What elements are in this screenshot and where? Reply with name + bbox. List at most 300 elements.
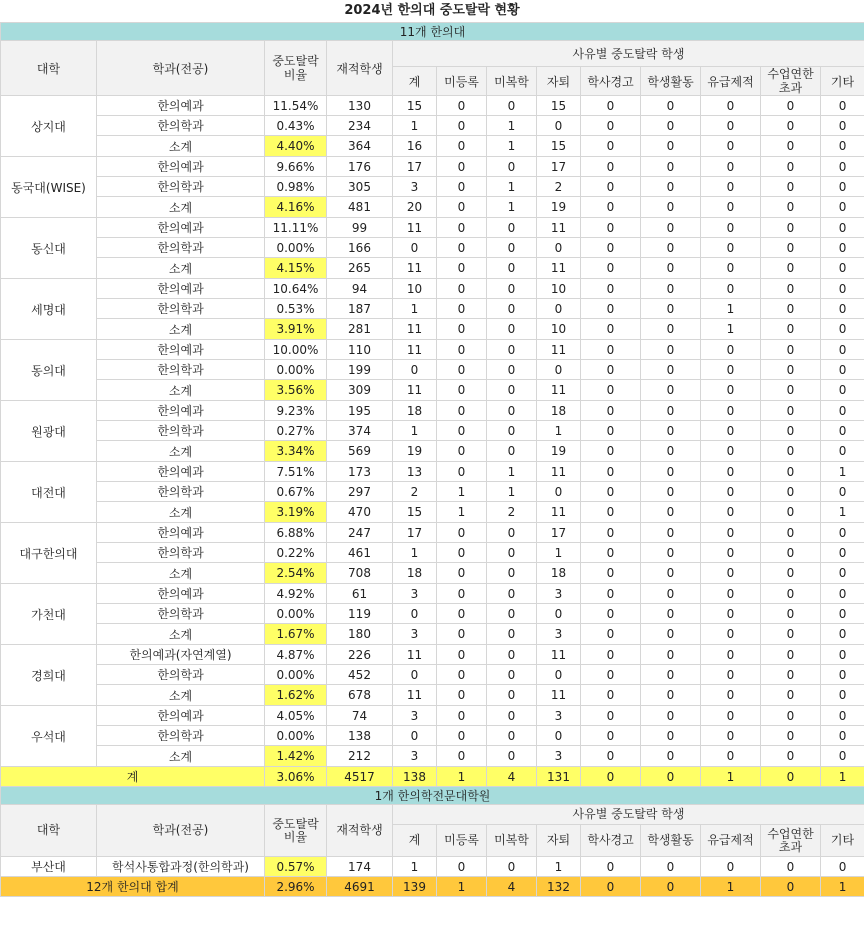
value-cell: 173 xyxy=(327,462,393,482)
value-cell: 0 xyxy=(437,604,487,624)
rate-cell: 2.54% xyxy=(265,563,327,584)
dept-name: 한의예과 xyxy=(97,523,265,543)
value-cell: 0 xyxy=(821,563,864,584)
value-cell: 17 xyxy=(537,157,581,177)
value-cell: 0 xyxy=(641,685,701,706)
value-cell: 0 xyxy=(641,726,701,746)
univ-name: 세명대 xyxy=(1,279,97,340)
value-cell: 0 xyxy=(437,177,487,197)
value-cell: 0 xyxy=(641,116,701,136)
value-cell: 15 xyxy=(537,136,581,157)
value-cell: 0 xyxy=(761,116,821,136)
value-cell: 569 xyxy=(327,441,393,462)
value-cell: 13 xyxy=(393,462,437,482)
univ-name: 원광대 xyxy=(1,401,97,462)
value-cell: 1 xyxy=(437,502,487,523)
value-cell: 11 xyxy=(537,340,581,360)
header-not-returned: 미복학 xyxy=(487,67,537,96)
value-cell: 0 xyxy=(641,706,701,726)
header-reasons: 사유별 중도탈락 학생 xyxy=(393,41,864,67)
univ-name: 대전대 xyxy=(1,462,97,523)
value-cell: 265 xyxy=(327,258,393,279)
rate-cell: 4.15% xyxy=(265,258,327,279)
dept-name: 소계 xyxy=(97,380,265,401)
value-cell: 0 xyxy=(581,584,641,604)
value-cell: 1 xyxy=(821,462,864,482)
value-cell: 18 xyxy=(537,563,581,584)
value-cell: 0 xyxy=(701,502,761,523)
dept-name: 한의예과(자연계열) xyxy=(97,645,265,665)
value-cell: 0 xyxy=(581,482,641,502)
dept-name: 소계 xyxy=(97,563,265,584)
value-cell: 0 xyxy=(581,563,641,584)
value-cell: 452 xyxy=(327,665,393,685)
value-cell: 0 xyxy=(581,543,641,563)
rate-cell: 6.88% xyxy=(265,523,327,543)
value-cell: 0 xyxy=(487,624,537,645)
rate-cell: 0.53% xyxy=(265,299,327,319)
value-cell: 15 xyxy=(393,502,437,523)
grand-total-cell: 0 xyxy=(641,877,701,897)
value-cell: 0 xyxy=(701,116,761,136)
value-cell: 0 xyxy=(581,218,641,238)
value-cell: 0 xyxy=(701,746,761,767)
dept-name: 한의예과 xyxy=(97,279,265,299)
value-cell: 0 xyxy=(437,746,487,767)
value-cell: 11 xyxy=(393,685,437,706)
value-cell: 0 xyxy=(581,136,641,157)
value-cell: 11 xyxy=(537,462,581,482)
dept-row xyxy=(1,157,864,177)
value-cell: 0 xyxy=(487,96,537,116)
section-band-grad: 1개 한의학전문대학원 xyxy=(1,787,864,805)
total-cell: 0 xyxy=(761,767,821,787)
dept-name: 한의학과 xyxy=(97,726,265,746)
value-cell: 0 xyxy=(487,563,537,584)
value-cell: 0 xyxy=(761,279,821,299)
value-cell: 110 xyxy=(327,340,393,360)
value-cell: 0 xyxy=(701,238,761,258)
value-cell: 0 xyxy=(701,523,761,543)
dept-row xyxy=(1,96,864,116)
subtotal-row xyxy=(1,197,864,218)
value-cell: 309 xyxy=(327,380,393,401)
subtotal-row xyxy=(1,380,864,401)
dept-name: 소계 xyxy=(97,319,265,340)
value-cell: 0 xyxy=(437,299,487,319)
value-cell: 0 xyxy=(437,543,487,563)
dept-name: 소계 xyxy=(97,258,265,279)
value-cell: 18 xyxy=(393,563,437,584)
header-student-activity: 학생활동 xyxy=(641,67,701,96)
value-cell: 0 xyxy=(821,116,864,136)
value-cell: 3 xyxy=(537,584,581,604)
value-cell: 187 xyxy=(327,299,393,319)
value-cell: 0 xyxy=(761,624,821,645)
dept-row xyxy=(1,116,864,136)
value-cell: 0 xyxy=(641,665,701,685)
header2-overdue xyxy=(761,825,821,857)
value-cell: 0 xyxy=(641,136,701,157)
grand-total-cell: 0 xyxy=(761,877,821,897)
value-cell: 0 xyxy=(487,319,537,340)
section-band-11: 11개 한의대 xyxy=(1,23,864,41)
value-cell: 0 xyxy=(821,136,864,157)
value-cell: 0 xyxy=(761,340,821,360)
value-cell: 0 xyxy=(393,665,437,685)
value-cell: 0 xyxy=(821,604,864,624)
value-cell: 0 xyxy=(641,380,701,401)
value-cell: 0 xyxy=(761,462,821,482)
value-cell: 119 xyxy=(327,604,393,624)
rate-cell: 4.40% xyxy=(265,136,327,157)
value-cell: 297 xyxy=(327,482,393,502)
value-cell: 0 xyxy=(581,726,641,746)
dept-name: 한의예과 xyxy=(97,462,265,482)
value-cell: 0 xyxy=(701,136,761,157)
subtotal-row xyxy=(1,441,864,462)
value-cell: 0 xyxy=(821,238,864,258)
value-cell: 11 xyxy=(537,645,581,665)
value-cell: 0 xyxy=(581,360,641,380)
header2-academic-warning: 학사경고 xyxy=(581,825,641,857)
value-cell: 0 xyxy=(537,299,581,319)
subtotal-row xyxy=(1,136,864,157)
value-cell: 0 xyxy=(821,726,864,746)
value-cell: 0 xyxy=(821,96,864,116)
value-cell: 0 xyxy=(821,523,864,543)
value-cell: 0 xyxy=(581,604,641,624)
dept-row xyxy=(1,523,864,543)
value-cell: 0 xyxy=(581,401,641,421)
header2-student-activity: 학생활동 xyxy=(641,825,701,857)
value-cell: 0 xyxy=(641,157,701,177)
univ-name: 동의대 xyxy=(1,340,97,401)
value-cell: 0 xyxy=(821,441,864,462)
dept-row xyxy=(1,604,864,624)
value-cell: 1 xyxy=(487,136,537,157)
dept-name: 한의예과 xyxy=(97,340,265,360)
value-cell: 15 xyxy=(537,96,581,116)
header2-total: 계 xyxy=(393,825,437,857)
rate-cell: 0.98% xyxy=(265,177,327,197)
univ-name: 동신대 xyxy=(1,218,97,279)
rate-cell: 11.54% xyxy=(265,96,327,116)
subtotal-row xyxy=(1,685,864,706)
value-cell: 138 xyxy=(327,726,393,746)
grand-total-cell: 1 xyxy=(821,877,864,897)
value-cell: 0 xyxy=(437,197,487,218)
value-cell: 0 xyxy=(487,299,537,319)
value-cell: 0 xyxy=(821,543,864,563)
dept-row xyxy=(1,665,864,685)
value-cell: 11 xyxy=(393,645,437,665)
value-cell: 0 xyxy=(581,116,641,136)
value-cell: 0 xyxy=(641,258,701,279)
value-cell: 99 xyxy=(327,218,393,238)
value-cell: 3 xyxy=(393,177,437,197)
total-cell: 1 xyxy=(821,767,864,787)
header-unregistered: 미등록 xyxy=(437,67,487,96)
value-cell: 0 xyxy=(581,177,641,197)
dept-name: 소계 xyxy=(97,624,265,645)
dept-name: 한의학과 xyxy=(97,665,265,685)
dept-row xyxy=(1,645,864,665)
header-overdue-line2: 초과 xyxy=(778,81,803,95)
value-cell: 0 xyxy=(487,726,537,746)
value-cell: 0 xyxy=(641,624,701,645)
rate-cell: 3.56% xyxy=(265,380,327,401)
value-cell: 10 xyxy=(393,279,437,299)
value-cell: 0 xyxy=(821,706,864,726)
value-cell: 0 xyxy=(701,604,761,624)
dept-name: 한의학과 xyxy=(97,482,265,502)
value-cell: 0 xyxy=(641,177,701,197)
value-cell: 0 xyxy=(581,665,641,685)
value-cell: 17 xyxy=(537,523,581,543)
value-cell: 199 xyxy=(327,360,393,380)
value-cell: 0 xyxy=(821,157,864,177)
dept-row xyxy=(1,482,864,502)
value-cell: 0 xyxy=(821,319,864,340)
value-cell: 0 xyxy=(581,197,641,218)
value-cell: 0 xyxy=(437,360,487,380)
value-cell: 11 xyxy=(537,258,581,279)
value-cell: 166 xyxy=(327,238,393,258)
header2-enrolled: 재적학생 xyxy=(327,805,393,857)
value-cell: 0 xyxy=(437,279,487,299)
value-cell: 1 xyxy=(537,421,581,441)
dept-row xyxy=(1,584,864,604)
value-cell: 0 xyxy=(581,380,641,401)
subtotal-row xyxy=(1,319,864,340)
value-cell: 0 xyxy=(821,279,864,299)
value-cell: 0 xyxy=(821,177,864,197)
value-cell: 0 xyxy=(581,340,641,360)
header-enrolled: 재적학생 xyxy=(327,41,393,96)
rate-cell: 0.43% xyxy=(265,116,327,136)
value-cell: 0 xyxy=(821,624,864,645)
grand-total-label: 12개 한의대 합계 xyxy=(1,877,265,897)
value-cell: 0 xyxy=(487,340,537,360)
value-cell: 0 xyxy=(701,543,761,563)
dept-name: 한의예과 xyxy=(97,706,265,726)
value-cell: 1 xyxy=(393,421,437,441)
value-cell: 0 xyxy=(701,645,761,665)
rate-cell: 10.00% xyxy=(265,340,327,360)
value-cell: 0 xyxy=(701,563,761,584)
value-cell: 0 xyxy=(641,360,701,380)
dept-row xyxy=(1,726,864,746)
value-cell: 1 xyxy=(393,299,437,319)
value-cell: 1 xyxy=(701,319,761,340)
value-cell: 1 xyxy=(487,462,537,482)
value-cell: 18 xyxy=(537,401,581,421)
value-cell: 0 xyxy=(437,157,487,177)
value-cell: 0 xyxy=(701,157,761,177)
value-cell: 176 xyxy=(327,157,393,177)
value-cell: 0 xyxy=(537,482,581,502)
value-cell: 0 xyxy=(487,645,537,665)
value-cell: 0 xyxy=(641,319,701,340)
dept-name: 소계 xyxy=(97,746,265,767)
value-cell: 0 xyxy=(581,462,641,482)
value-cell: 0 xyxy=(701,624,761,645)
value-cell: 0 xyxy=(393,360,437,380)
univ-name: 대구한의대 xyxy=(1,523,97,584)
value-cell: 0 xyxy=(761,177,821,197)
value-cell: 0 xyxy=(641,401,701,421)
grand-total-cell: 2.96% xyxy=(265,877,327,897)
value-cell: 0 xyxy=(761,685,821,706)
value-cell: 0 xyxy=(437,136,487,157)
value-cell: 0 xyxy=(641,299,701,319)
univ-name: 상지대 xyxy=(1,96,97,157)
value-cell: 18 xyxy=(393,401,437,421)
grad-cell: 0 xyxy=(641,857,701,877)
header2-rate-line2: 비율 xyxy=(283,829,308,844)
rate-cell: 3.19% xyxy=(265,502,327,523)
grand-total-cell: 4691 xyxy=(327,877,393,897)
grad-dept: 학석사통합과정(한의학과) xyxy=(97,857,265,877)
rate-cell: 1.67% xyxy=(265,624,327,645)
value-cell: 0 xyxy=(437,584,487,604)
dept-row xyxy=(1,218,864,238)
value-cell: 0 xyxy=(641,96,701,116)
value-cell: 19 xyxy=(537,441,581,462)
value-cell: 0 xyxy=(701,441,761,462)
value-cell: 0 xyxy=(537,726,581,746)
value-cell: 0 xyxy=(761,665,821,685)
value-cell: 0 xyxy=(641,563,701,584)
total-row xyxy=(1,767,864,787)
value-cell: 0 xyxy=(437,685,487,706)
value-cell: 0 xyxy=(761,645,821,665)
dept-name: 한의예과 xyxy=(97,218,265,238)
value-cell: 0 xyxy=(761,360,821,380)
value-cell: 0 xyxy=(487,665,537,685)
dept-name: 한의예과 xyxy=(97,96,265,116)
value-cell: 94 xyxy=(327,279,393,299)
value-cell: 74 xyxy=(327,706,393,726)
rate-cell: 0.00% xyxy=(265,665,327,685)
value-cell: 20 xyxy=(393,197,437,218)
dept-name: 소계 xyxy=(97,502,265,523)
value-cell: 0 xyxy=(641,482,701,502)
value-cell: 10 xyxy=(537,319,581,340)
rate-cell: 0.22% xyxy=(265,543,327,563)
value-cell: 11 xyxy=(393,340,437,360)
subtotal-row xyxy=(1,746,864,767)
grad-school-row xyxy=(1,857,864,877)
value-cell: 0 xyxy=(641,746,701,767)
value-cell: 0 xyxy=(437,258,487,279)
value-cell: 0 xyxy=(821,218,864,238)
value-cell: 1 xyxy=(437,482,487,502)
value-cell: 0 xyxy=(537,604,581,624)
grand-total-cell: 0 xyxy=(581,877,641,897)
value-cell: 0 xyxy=(487,360,537,380)
value-cell: 0 xyxy=(761,157,821,177)
header2-univ: 대학 xyxy=(1,805,97,857)
value-cell: 0 xyxy=(581,238,641,258)
value-cell: 16 xyxy=(393,136,437,157)
rate-cell: 11.11% xyxy=(265,218,327,238)
grad-cell: 0 xyxy=(437,857,487,877)
value-cell: 0 xyxy=(641,523,701,543)
value-cell: 0 xyxy=(761,726,821,746)
rate-cell: 4.92% xyxy=(265,584,327,604)
value-cell: 0 xyxy=(761,746,821,767)
value-cell: 10 xyxy=(537,279,581,299)
value-cell: 1 xyxy=(701,299,761,319)
value-cell: 0 xyxy=(487,604,537,624)
value-cell: 0 xyxy=(393,726,437,746)
header-dept: 학과(전공) xyxy=(97,41,265,96)
header2-dept: 학과(전공) xyxy=(97,805,265,857)
total-cell: 4 xyxy=(487,767,537,787)
value-cell: 11 xyxy=(537,685,581,706)
value-cell: 0 xyxy=(821,299,864,319)
value-cell: 180 xyxy=(327,624,393,645)
value-cell: 0 xyxy=(761,218,821,238)
value-cell: 0 xyxy=(487,706,537,726)
value-cell: 0 xyxy=(537,665,581,685)
value-cell: 11 xyxy=(393,258,437,279)
value-cell: 3 xyxy=(537,746,581,767)
header-overdue-line1: 수업연한 xyxy=(767,67,814,81)
value-cell: 0 xyxy=(487,746,537,767)
value-cell: 11 xyxy=(393,380,437,401)
value-cell: 0 xyxy=(701,462,761,482)
value-cell: 0 xyxy=(701,177,761,197)
grad-cell: 0 xyxy=(581,857,641,877)
value-cell: 0 xyxy=(487,584,537,604)
rate-cell: 3.91% xyxy=(265,319,327,340)
value-cell: 0 xyxy=(821,645,864,665)
value-cell: 0 xyxy=(761,502,821,523)
value-cell: 0 xyxy=(537,116,581,136)
rate-cell: 9.23% xyxy=(265,401,327,421)
value-cell: 17 xyxy=(393,157,437,177)
value-cell: 0 xyxy=(437,665,487,685)
header-withdrawal: 자퇴 xyxy=(537,67,581,96)
value-cell: 1 xyxy=(537,543,581,563)
value-cell: 1 xyxy=(487,197,537,218)
grad-cell: 1 xyxy=(537,857,581,877)
value-cell: 0 xyxy=(437,96,487,116)
value-cell: 0 xyxy=(761,299,821,319)
value-cell: 0 xyxy=(821,746,864,767)
total-cell: 0 xyxy=(581,767,641,787)
value-cell: 226 xyxy=(327,645,393,665)
total-cell: 3.06% xyxy=(265,767,327,787)
value-cell: 0 xyxy=(701,685,761,706)
header-rate-line1: 중도탈락 xyxy=(272,54,319,68)
grad-cell: 0 xyxy=(821,857,864,877)
value-cell: 0 xyxy=(701,401,761,421)
value-cell: 0 xyxy=(437,441,487,462)
value-cell: 0 xyxy=(701,360,761,380)
univ-name: 경희대 xyxy=(1,645,97,706)
value-cell: 0 xyxy=(761,258,821,279)
value-cell: 0 xyxy=(487,218,537,238)
value-cell: 234 xyxy=(327,116,393,136)
total-cell: 1 xyxy=(437,767,487,787)
value-cell: 0 xyxy=(581,421,641,441)
total-cell: 1 xyxy=(701,767,761,787)
value-cell: 0 xyxy=(761,604,821,624)
